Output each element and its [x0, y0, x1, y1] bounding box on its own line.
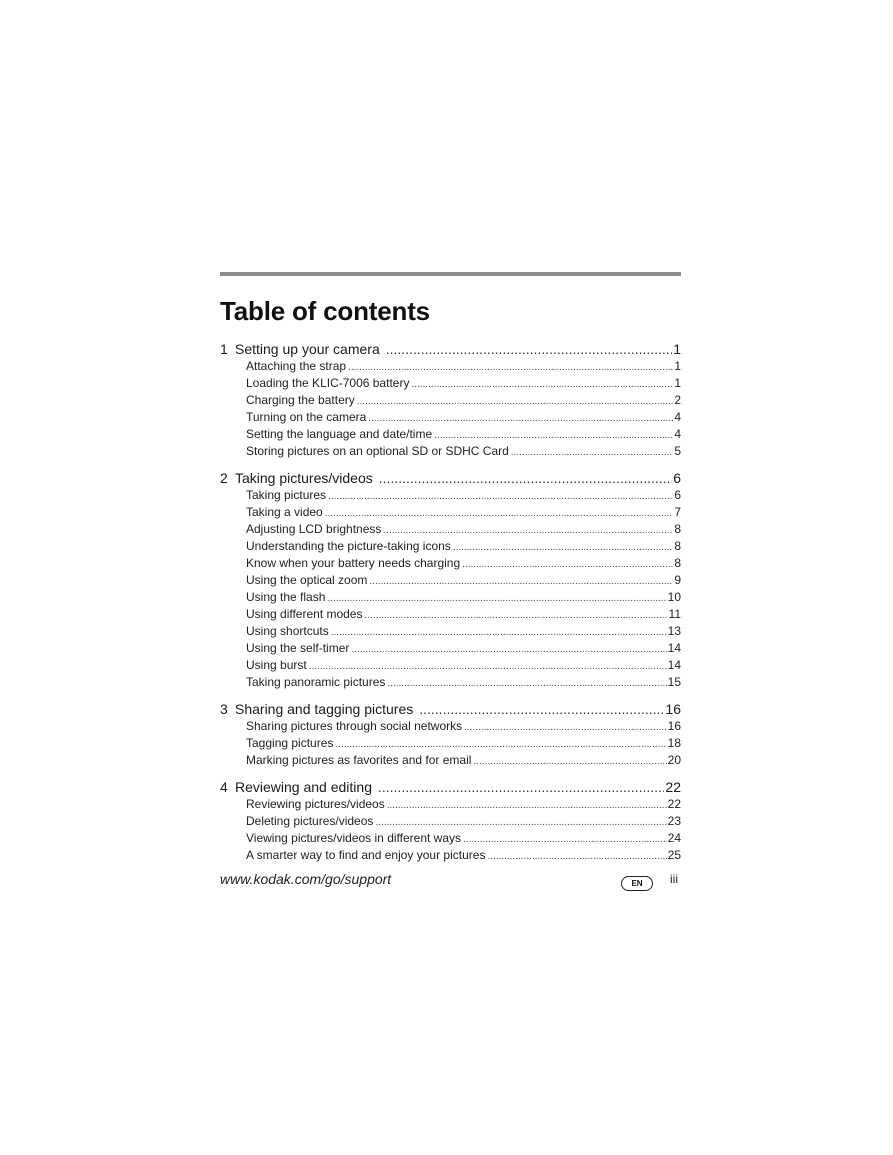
toc-entry-link[interactable] [220, 538, 681, 555]
entry-title: Using burst [246, 658, 307, 672]
chapter-section [220, 470, 681, 691]
chapter-number: 1 [220, 341, 228, 357]
dot-leader [325, 505, 674, 522]
entry-page-number: 6 [674, 488, 681, 502]
dot-leader [351, 641, 666, 658]
entry-title: Storing pictures on an optional SD or SDHC Card [246, 444, 509, 458]
chapter-title: Taking pictures/videos [235, 470, 373, 486]
dot-leader [464, 719, 667, 736]
chapter-heading-link[interactable] [220, 470, 681, 487]
entry-page-number: 14 [667, 658, 681, 672]
chapter-section [220, 341, 681, 460]
entry-title: Taking pictures [246, 488, 327, 502]
entry-title: Deleting pictures/videos [246, 814, 374, 828]
dot-leader [309, 658, 667, 675]
entry-page-number: 8 [674, 539, 681, 553]
dot-leader [453, 539, 674, 556]
toc-entry-link[interactable] [220, 555, 681, 572]
toc-entry-link[interactable] [220, 504, 681, 521]
entry-title: Taking a video [246, 505, 323, 519]
toc-entry-link[interactable] [220, 813, 681, 830]
dot-leader [335, 736, 666, 753]
chapter-heading-link[interactable] [220, 701, 681, 718]
toc-entry-link[interactable] [220, 830, 681, 847]
entry-title: Attaching the strap [246, 359, 347, 373]
dot-leader [383, 522, 673, 539]
entry-title: Sharing pictures through social networks [246, 719, 463, 733]
toc-entry-link[interactable] [220, 735, 681, 752]
entry-title: Using the flash [246, 590, 326, 604]
chapter-heading-link[interactable] [220, 779, 681, 796]
entry-page-number: 25 [667, 848, 681, 862]
chapter-number: 3 [220, 701, 228, 717]
toc-entry-link[interactable] [220, 718, 681, 735]
entry-page-number: 13 [667, 624, 681, 638]
entry-title: Reviewing pictures/videos [246, 797, 385, 811]
toc-entry-link[interactable] [220, 375, 681, 392]
entry-title: Viewing pictures/videos in different ways [246, 831, 462, 845]
dot-leader [327, 590, 666, 607]
dot-leader [378, 779, 664, 796]
chapter-page-number: 22 [665, 779, 681, 795]
entry-title: A smarter way to find and enjoy your pictures [246, 848, 486, 862]
dot-leader [368, 410, 673, 427]
toc-entry-link[interactable] [220, 392, 681, 409]
chapter-title: Setting up your camera [235, 341, 380, 357]
dot-leader [411, 376, 673, 393]
chapter-title: Reviewing and editing [235, 779, 372, 795]
entry-page-number: 20 [667, 753, 681, 767]
entry-page-number: 1 [674, 359, 681, 373]
entry-title: Using shortcuts [246, 624, 329, 638]
page-footer [220, 871, 681, 891]
entry-title: Adjusting LCD brightness [246, 522, 382, 536]
table-of-contents [220, 341, 681, 864]
dot-leader [419, 701, 664, 718]
dot-leader [473, 753, 666, 770]
entry-page-number: 7 [674, 505, 681, 519]
toc-entry-link[interactable] [220, 674, 681, 691]
support-url-link[interactable]: www.kodak.com/go/support [220, 871, 392, 887]
dot-leader [462, 556, 673, 573]
entry-page-number: 8 [674, 522, 681, 536]
toc-entry-link[interactable] [220, 409, 681, 426]
dot-leader [365, 607, 668, 624]
toc-entry-link[interactable] [220, 640, 681, 657]
chapter-page-number: 6 [673, 470, 681, 486]
toc-entry-link[interactable] [220, 521, 681, 538]
entry-page-number: 15 [667, 675, 681, 689]
dot-leader [375, 814, 666, 831]
toc-entry-link[interactable] [220, 358, 681, 375]
chapter-page-number: 1 [673, 341, 681, 357]
entry-page-number: 11 [668, 607, 681, 621]
toc-entry-link[interactable] [220, 487, 681, 504]
toc-entry-link[interactable] [220, 606, 681, 623]
entry-title: Tagging pictures [246, 736, 334, 750]
dot-leader [387, 675, 666, 692]
entry-title: Turning on the camera [246, 410, 367, 424]
chapter-heading-link[interactable] [220, 341, 681, 358]
dot-leader [369, 573, 673, 590]
chapter-number: 2 [220, 470, 228, 486]
language-badge: EN [621, 876, 653, 891]
entry-page-number: 2 [674, 393, 681, 407]
dot-leader [511, 444, 674, 461]
toc-entry-link[interactable] [220, 847, 681, 864]
entry-title: Understanding the picture-taking icons [246, 539, 451, 553]
toc-page [220, 272, 681, 874]
toc-entry-link[interactable] [220, 796, 681, 813]
entry-title: Marking pictures as favorites and for email [246, 753, 472, 767]
dot-leader [331, 624, 667, 641]
chapter-title: Sharing and tagging pictures [235, 701, 414, 717]
entry-page-number: 5 [674, 444, 681, 458]
toc-entry-link[interactable] [220, 657, 681, 674]
entry-title: Know when your battery needs charging [246, 556, 461, 570]
entry-page-number: 23 [667, 814, 681, 828]
entry-page-number: 18 [667, 736, 681, 750]
dot-leader [387, 797, 667, 814]
entry-title: Charging the battery [246, 393, 355, 407]
entry-page-number: 22 [667, 797, 681, 811]
toc-entry-link[interactable] [220, 623, 681, 640]
entry-page-number: 4 [674, 427, 681, 441]
dot-leader [328, 488, 673, 505]
page-title: Table of contents [220, 296, 430, 326]
dot-leader [386, 341, 672, 358]
entry-title: Taking panoramic pictures [246, 675, 386, 689]
entry-page-number: 14 [667, 641, 681, 655]
entry-page-number: 8 [674, 556, 681, 570]
entry-page-number: 10 [667, 590, 681, 604]
entry-page-number: 16 [667, 719, 681, 733]
entry-title: Using the self-timer [246, 641, 350, 655]
dot-leader [487, 848, 666, 865]
chapter-number: 4 [220, 779, 228, 795]
entry-page-number: 9 [674, 573, 681, 587]
entry-title: Loading the KLIC-7006 battery [246, 376, 410, 390]
toc-entry-link[interactable] [220, 426, 681, 443]
entry-page-number: 24 [667, 831, 681, 845]
chapter-page-number: 16 [665, 701, 681, 717]
toc-entry-link[interactable] [220, 752, 681, 769]
dot-leader [434, 427, 673, 444]
toc-entry-link[interactable] [220, 589, 681, 606]
toc-entry-link[interactable] [220, 443, 681, 460]
dot-leader [348, 359, 673, 376]
entry-title: Setting the language and date/time [246, 427, 433, 441]
chapter-section [220, 701, 681, 769]
entry-page-number: 4 [674, 410, 681, 424]
chapter-section [220, 779, 681, 864]
toc-entry-link[interactable] [220, 572, 681, 589]
dot-leader [463, 831, 667, 848]
entry-page-number: 1 [674, 376, 681, 390]
dot-leader [379, 470, 672, 487]
entry-title: Using different modes [246, 607, 363, 621]
entry-title: Using the optical zoom [246, 573, 368, 587]
dot-leader [357, 393, 674, 410]
page-number: iii [670, 872, 678, 886]
top-rule [220, 272, 681, 276]
